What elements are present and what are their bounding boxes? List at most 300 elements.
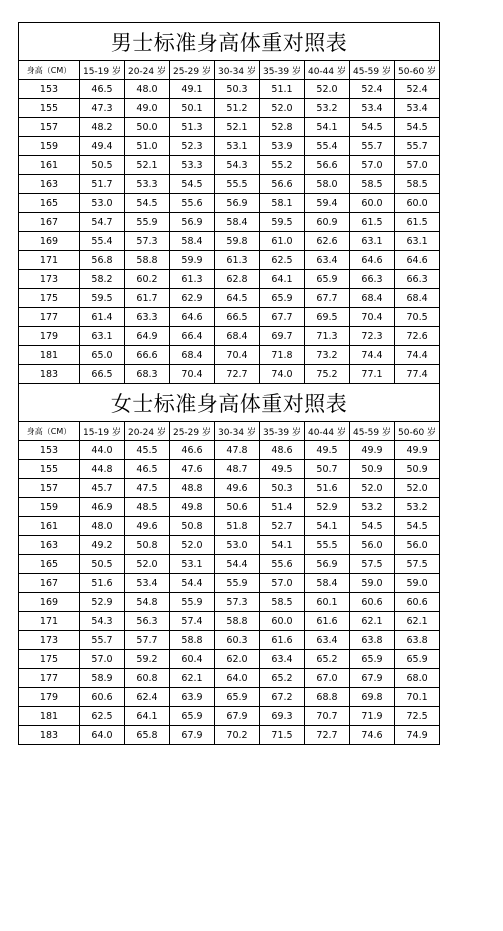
weight-cell: 54.4 [170, 574, 215, 593]
weight-cell: 51.8 [215, 517, 260, 536]
age-column-header: 25-29 岁 [170, 422, 215, 441]
height-cell: 171 [19, 612, 80, 631]
weight-cell: 58.8 [125, 251, 170, 270]
weight-cell: 62.8 [215, 270, 260, 289]
weight-cell: 58.4 [305, 574, 350, 593]
table-row [19, 593, 440, 612]
weight-cell: 73.2 [305, 346, 350, 365]
weight-cell: 61.5 [350, 213, 395, 232]
height-cell: 169 [19, 232, 80, 251]
weight-cell: 54.5 [395, 118, 440, 137]
weight-cell: 64.6 [170, 308, 215, 327]
height-cell: 175 [19, 650, 80, 669]
weight-cell: 58.8 [215, 612, 260, 631]
table-row [19, 270, 440, 289]
weight-cell: 72.7 [215, 365, 260, 384]
table-row [19, 232, 440, 251]
height-cell: 167 [19, 213, 80, 232]
weight-cell: 72.6 [395, 327, 440, 346]
weight-cell: 52.0 [170, 536, 215, 555]
weight-cell: 67.9 [350, 669, 395, 688]
weight-cell: 68.8 [305, 688, 350, 707]
table-row [19, 308, 440, 327]
male-table-title: 男士标准身高体重对照表 [19, 23, 440, 61]
height-cell: 165 [19, 555, 80, 574]
weight-cell: 64.9 [125, 327, 170, 346]
weight-cell: 61.4 [80, 308, 125, 327]
weight-cell: 61.3 [215, 251, 260, 270]
table-row [19, 612, 440, 631]
weight-cell: 46.6 [170, 441, 215, 460]
weight-cell: 50.5 [80, 156, 125, 175]
weight-cell: 55.9 [125, 213, 170, 232]
weight-cell: 63.8 [350, 631, 395, 650]
weight-chart-sheet [18, 22, 439, 745]
weight-cell: 54.3 [80, 612, 125, 631]
weight-cell: 47.3 [80, 99, 125, 118]
weight-cell: 60.6 [350, 593, 395, 612]
height-cell: 177 [19, 669, 80, 688]
weight-cell: 56.0 [395, 536, 440, 555]
weight-cell: 48.0 [80, 517, 125, 536]
weight-cell: 54.1 [305, 517, 350, 536]
height-cell: 169 [19, 593, 80, 612]
female-title-row [19, 384, 440, 422]
height-column-header: 身高（CM） [19, 422, 80, 441]
weight-cell: 57.3 [215, 593, 260, 612]
weight-cell: 65.9 [350, 650, 395, 669]
weight-cell: 67.7 [260, 308, 305, 327]
weight-cell: 49.5 [260, 460, 305, 479]
weight-cell: 56.8 [80, 251, 125, 270]
weight-cell: 56.0 [350, 536, 395, 555]
weight-cell: 65.0 [80, 346, 125, 365]
table-row [19, 726, 440, 745]
weight-cell: 58.9 [80, 669, 125, 688]
table-row [19, 194, 440, 213]
weight-cell: 45.5 [125, 441, 170, 460]
weight-cell: 61.0 [260, 232, 305, 251]
header-row [19, 422, 440, 441]
table-row [19, 156, 440, 175]
weight-cell: 74.6 [350, 726, 395, 745]
weight-cell: 56.9 [170, 213, 215, 232]
weight-cell: 67.0 [305, 669, 350, 688]
weight-cell: 49.2 [80, 536, 125, 555]
weight-cell: 54.5 [350, 517, 395, 536]
weight-cell: 66.3 [350, 270, 395, 289]
weight-cell: 49.9 [395, 441, 440, 460]
height-cell: 179 [19, 327, 80, 346]
weight-cell: 54.7 [80, 213, 125, 232]
table-row [19, 517, 440, 536]
weight-cell: 60.2 [125, 270, 170, 289]
height-cell: 155 [19, 99, 80, 118]
weight-cell: 60.0 [350, 194, 395, 213]
weight-cell: 49.6 [125, 517, 170, 536]
age-column-header: 50-60 岁 [395, 422, 440, 441]
weight-cell: 48.8 [170, 479, 215, 498]
table-row [19, 688, 440, 707]
weight-cell: 58.1 [260, 194, 305, 213]
weight-cell: 74.9 [395, 726, 440, 745]
weight-cell: 61.5 [395, 213, 440, 232]
weight-cell: 54.5 [170, 175, 215, 194]
weight-cell: 51.0 [125, 137, 170, 156]
age-column-header: 25-29 岁 [170, 61, 215, 80]
weight-cell: 59.4 [305, 194, 350, 213]
weight-cell: 52.8 [260, 118, 305, 137]
weight-cell: 58.5 [350, 175, 395, 194]
height-cell: 163 [19, 175, 80, 194]
weight-cell: 53.1 [170, 555, 215, 574]
weight-cell: 70.4 [350, 308, 395, 327]
weight-cell: 49.0 [125, 99, 170, 118]
height-cell: 179 [19, 688, 80, 707]
table-row [19, 555, 440, 574]
height-cell: 183 [19, 365, 80, 384]
weight-cell: 70.4 [215, 346, 260, 365]
age-column-header: 40-44 岁 [305, 422, 350, 441]
weight-cell: 62.4 [125, 688, 170, 707]
weight-cell: 67.7 [305, 289, 350, 308]
weight-cell: 53.0 [215, 536, 260, 555]
height-cell: 159 [19, 498, 80, 517]
height-cell: 173 [19, 270, 80, 289]
weight-cell: 53.3 [170, 156, 215, 175]
weight-cell: 52.1 [215, 118, 260, 137]
weight-cell: 56.6 [260, 175, 305, 194]
weight-cell: 56.6 [305, 156, 350, 175]
weight-cell: 60.9 [305, 213, 350, 232]
weight-cell: 53.2 [305, 99, 350, 118]
weight-cell: 60.8 [125, 669, 170, 688]
weight-cell: 52.4 [395, 80, 440, 99]
weight-cell: 63.8 [395, 631, 440, 650]
weight-cell: 65.9 [395, 650, 440, 669]
weight-cell: 48.7 [215, 460, 260, 479]
weight-cell: 57.0 [260, 574, 305, 593]
weight-cell: 50.9 [350, 460, 395, 479]
weight-cell: 48.5 [125, 498, 170, 517]
weight-cell: 54.5 [350, 118, 395, 137]
height-cell: 165 [19, 194, 80, 213]
weight-cell: 68.3 [125, 365, 170, 384]
table-row [19, 707, 440, 726]
weight-cell: 55.2 [260, 156, 305, 175]
weight-cell: 49.9 [350, 441, 395, 460]
weight-cell: 74.0 [260, 365, 305, 384]
weight-cell: 59.0 [350, 574, 395, 593]
weight-cell: 62.5 [80, 707, 125, 726]
weight-cell: 44.8 [80, 460, 125, 479]
weight-cell: 72.7 [305, 726, 350, 745]
weight-cell: 51.4 [260, 498, 305, 517]
weight-cell: 55.4 [305, 137, 350, 156]
weight-cell: 50.5 [80, 555, 125, 574]
weight-cell: 51.1 [260, 80, 305, 99]
weight-cell: 61.3 [170, 270, 215, 289]
weight-cell: 51.6 [80, 574, 125, 593]
weight-cell: 53.1 [215, 137, 260, 156]
weight-cell: 59.2 [125, 650, 170, 669]
weight-cell: 57.4 [170, 612, 215, 631]
height-cell: 161 [19, 517, 80, 536]
weight-cell: 53.4 [125, 574, 170, 593]
height-cell: 175 [19, 289, 80, 308]
weight-cell: 55.5 [215, 175, 260, 194]
weight-cell: 69.8 [350, 688, 395, 707]
weight-cell: 65.2 [305, 650, 350, 669]
weight-cell: 54.1 [260, 536, 305, 555]
height-cell: 181 [19, 346, 80, 365]
weight-cell: 55.7 [350, 137, 395, 156]
weight-cell: 57.5 [350, 555, 395, 574]
weight-cell: 68.4 [215, 327, 260, 346]
weight-cell: 66.4 [170, 327, 215, 346]
table-row [19, 118, 440, 137]
weight-cell: 52.0 [305, 80, 350, 99]
weight-cell: 65.2 [260, 669, 305, 688]
table-row [19, 327, 440, 346]
weight-cell: 46.9 [80, 498, 125, 517]
weight-cell: 51.2 [215, 99, 260, 118]
weight-cell: 54.5 [395, 517, 440, 536]
weight-cell: 64.1 [260, 270, 305, 289]
weight-cell: 60.4 [170, 650, 215, 669]
weight-cell: 51.7 [80, 175, 125, 194]
weight-cell: 58.8 [170, 631, 215, 650]
weight-cell: 67.9 [170, 726, 215, 745]
weight-cell: 50.6 [215, 498, 260, 517]
height-cell: 163 [19, 536, 80, 555]
weight-cell: 64.0 [80, 726, 125, 745]
weight-cell: 55.5 [305, 536, 350, 555]
weight-cell: 75.2 [305, 365, 350, 384]
table-row [19, 460, 440, 479]
weight-cell: 57.0 [395, 156, 440, 175]
weight-cell: 50.3 [260, 479, 305, 498]
weight-cell: 71.3 [305, 327, 350, 346]
weight-cell: 63.4 [260, 650, 305, 669]
weight-cell: 54.5 [125, 194, 170, 213]
weight-cell: 54.1 [305, 118, 350, 137]
weight-cell: 44.0 [80, 441, 125, 460]
weight-cell: 60.0 [260, 612, 305, 631]
weight-cell: 53.0 [80, 194, 125, 213]
weight-cell: 69.7 [260, 327, 305, 346]
weight-cell: 70.1 [395, 688, 440, 707]
age-column-header: 20-24 岁 [125, 61, 170, 80]
weight-cell: 58.4 [215, 213, 260, 232]
weight-cell: 50.7 [305, 460, 350, 479]
weight-cell: 70.5 [395, 308, 440, 327]
weight-cell: 68.4 [350, 289, 395, 308]
weight-cell: 62.5 [260, 251, 305, 270]
weight-cell: 62.1 [395, 612, 440, 631]
weight-cell: 56.9 [305, 555, 350, 574]
weight-cell: 50.9 [395, 460, 440, 479]
age-column-header: 40-44 岁 [305, 61, 350, 80]
weight-cell: 56.3 [125, 612, 170, 631]
weight-cell: 59.5 [260, 213, 305, 232]
table-row [19, 669, 440, 688]
weight-cell: 48.6 [260, 441, 305, 460]
table-row [19, 251, 440, 270]
weight-cell: 49.6 [215, 479, 260, 498]
weight-cell: 66.6 [125, 346, 170, 365]
weight-cell: 71.5 [260, 726, 305, 745]
age-column-header: 15-19 岁 [80, 61, 125, 80]
weight-cell: 58.2 [80, 270, 125, 289]
weight-cell: 47.6 [170, 460, 215, 479]
weight-cell: 62.0 [215, 650, 260, 669]
weight-cell: 59.9 [170, 251, 215, 270]
weight-cell: 66.5 [215, 308, 260, 327]
weight-cell: 50.1 [170, 99, 215, 118]
age-column-header: 15-19 岁 [80, 422, 125, 441]
age-column-header: 45-59 岁 [350, 61, 395, 80]
weight-cell: 54.3 [215, 156, 260, 175]
table-row [19, 574, 440, 593]
height-cell: 177 [19, 308, 80, 327]
weight-cell: 63.1 [350, 232, 395, 251]
table-row [19, 213, 440, 232]
weight-cell: 74.4 [350, 346, 395, 365]
weight-cell: 69.3 [260, 707, 305, 726]
weight-cell: 52.1 [125, 156, 170, 175]
table-row [19, 365, 440, 384]
height-cell: 155 [19, 460, 80, 479]
weight-cell: 55.6 [170, 194, 215, 213]
weight-cell: 62.1 [170, 669, 215, 688]
weight-cell: 58.5 [395, 175, 440, 194]
age-column-header: 30-34 岁 [215, 422, 260, 441]
female-table-title: 女士标准身高体重对照表 [19, 384, 440, 422]
weight-cell: 63.4 [305, 251, 350, 270]
height-cell: 157 [19, 118, 80, 137]
table-row [19, 99, 440, 118]
weight-cell: 70.7 [305, 707, 350, 726]
weight-cell: 49.8 [170, 498, 215, 517]
weight-cell: 71.9 [350, 707, 395, 726]
weight-cell: 62.1 [350, 612, 395, 631]
weight-cell: 63.3 [125, 308, 170, 327]
weight-cell: 65.9 [260, 289, 305, 308]
height-column-header: 身高（CM） [19, 61, 80, 80]
weight-cell: 63.4 [305, 631, 350, 650]
weight-cell: 57.0 [80, 650, 125, 669]
table-row [19, 289, 440, 308]
weight-cell: 64.1 [125, 707, 170, 726]
height-cell: 167 [19, 574, 80, 593]
weight-cell: 48.0 [125, 80, 170, 99]
weight-cell: 55.6 [260, 555, 305, 574]
table-row [19, 137, 440, 156]
weight-cell: 54.4 [215, 555, 260, 574]
weight-cell: 70.2 [215, 726, 260, 745]
weight-cell: 60.6 [80, 688, 125, 707]
weight-cell: 68.4 [170, 346, 215, 365]
weight-cell: 57.5 [395, 555, 440, 574]
weight-cell: 59.5 [80, 289, 125, 308]
weight-cell: 70.4 [170, 365, 215, 384]
age-column-header: 35-39 岁 [260, 61, 305, 80]
height-cell: 181 [19, 707, 80, 726]
table-row [19, 80, 440, 99]
weight-cell: 53.2 [350, 498, 395, 517]
weight-cell: 64.6 [350, 251, 395, 270]
weight-cell: 68.4 [395, 289, 440, 308]
weight-cell: 55.9 [215, 574, 260, 593]
weight-cell: 68.0 [395, 669, 440, 688]
weight-cell: 57.3 [125, 232, 170, 251]
height-cell: 157 [19, 479, 80, 498]
height-cell: 173 [19, 631, 80, 650]
weight-cell: 77.1 [350, 365, 395, 384]
header-row [19, 61, 440, 80]
weight-cell: 64.0 [215, 669, 260, 688]
table-row [19, 631, 440, 650]
weight-cell: 55.7 [395, 137, 440, 156]
weight-cell: 46.5 [80, 80, 125, 99]
weight-cell: 60.6 [395, 593, 440, 612]
weight-cell: 52.9 [80, 593, 125, 612]
weight-cell: 49.1 [170, 80, 215, 99]
weight-cell: 61.6 [305, 612, 350, 631]
weight-cell: 60.0 [395, 194, 440, 213]
weight-cell: 55.7 [80, 631, 125, 650]
weight-cell: 47.5 [125, 479, 170, 498]
weight-cell: 52.7 [260, 517, 305, 536]
age-column-header: 20-24 岁 [125, 422, 170, 441]
weight-cell: 52.9 [305, 498, 350, 517]
table-row [19, 479, 440, 498]
weight-cell: 50.8 [170, 517, 215, 536]
weight-cell: 67.2 [260, 688, 305, 707]
weight-cell: 62.6 [305, 232, 350, 251]
weight-cell: 52.0 [125, 555, 170, 574]
weight-cell: 59.8 [215, 232, 260, 251]
height-weight-table [18, 22, 440, 745]
weight-cell: 52.0 [350, 479, 395, 498]
weight-cell: 45.7 [80, 479, 125, 498]
weight-cell: 47.8 [215, 441, 260, 460]
weight-cell: 63.1 [80, 327, 125, 346]
weight-cell: 57.0 [350, 156, 395, 175]
weight-cell: 49.5 [305, 441, 350, 460]
weight-cell: 58.5 [260, 593, 305, 612]
weight-cell: 63.1 [395, 232, 440, 251]
height-cell: 171 [19, 251, 80, 270]
weight-cell: 74.4 [395, 346, 440, 365]
weight-cell: 72.5 [395, 707, 440, 726]
height-cell: 161 [19, 156, 80, 175]
weight-cell: 60.1 [305, 593, 350, 612]
weight-cell: 59.0 [395, 574, 440, 593]
weight-cell: 53.9 [260, 137, 305, 156]
age-column-header: 30-34 岁 [215, 61, 260, 80]
weight-cell: 55.9 [170, 593, 215, 612]
weight-cell: 61.7 [125, 289, 170, 308]
weight-cell: 52.3 [170, 137, 215, 156]
weight-cell: 65.9 [170, 707, 215, 726]
weight-cell: 57.7 [125, 631, 170, 650]
weight-cell: 50.8 [125, 536, 170, 555]
age-column-header: 45-59 岁 [350, 422, 395, 441]
weight-cell: 71.8 [260, 346, 305, 365]
table-row [19, 498, 440, 517]
